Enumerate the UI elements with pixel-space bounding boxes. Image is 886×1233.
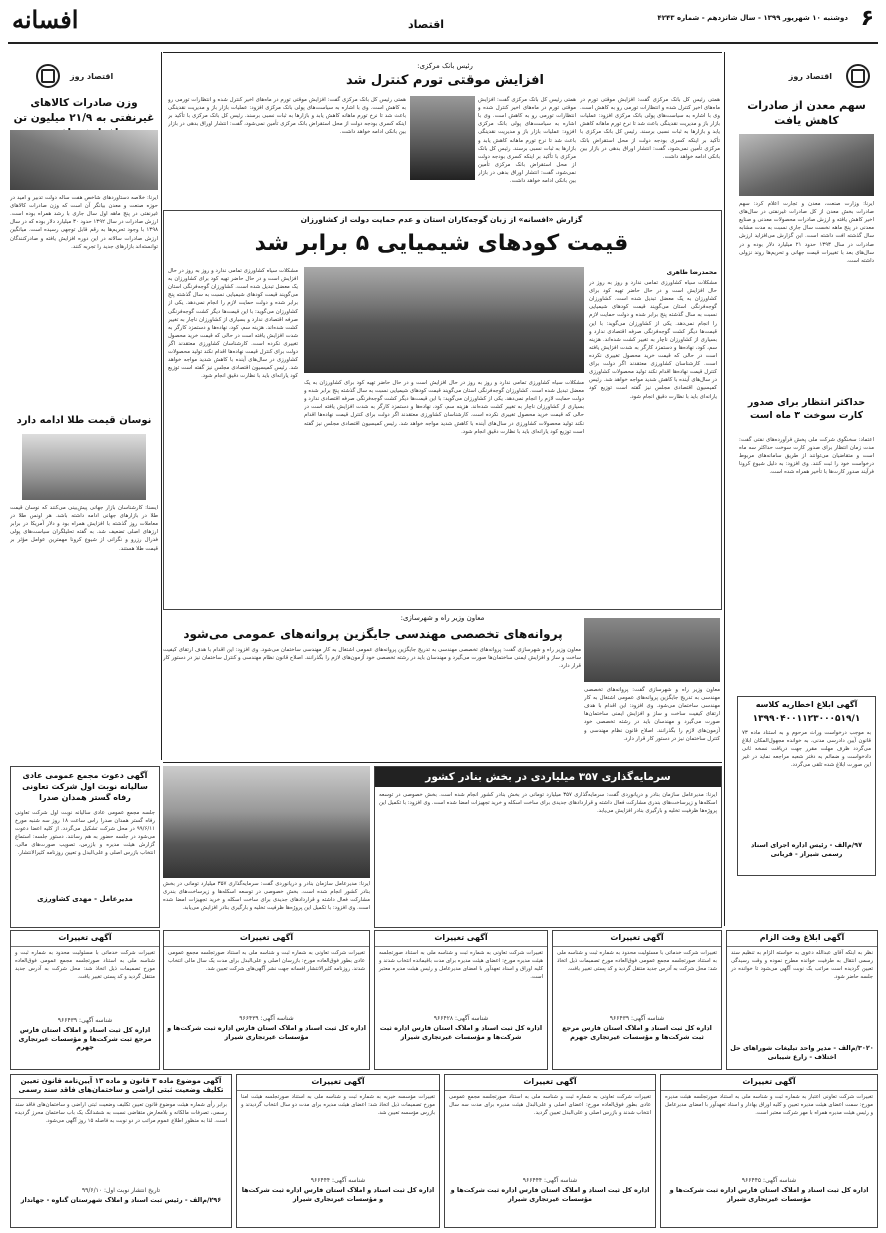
ad-title: آگهی تغییرات <box>661 1075 877 1091</box>
ad-row1-2 <box>374 930 548 1070</box>
ad-number: تاریخ انتشار نوبت اول: ۹۹/۶/۱۰ <box>81 1186 161 1194</box>
left-section-logo-icon <box>36 64 60 88</box>
ad-footer: اداره کل ثبت اسناد و املاک استان فارس اداره ثبت شرکت‌ها و مؤسسات غیرتجاری شیراز <box>241 1185 435 1203</box>
eng-body: معاون وزیر راه و شهرسازی گفت: پروانه‌های تخصصی مهندسی به تدریج جایگزین پروانه‌های عمومی اشتغال به کار مهندسی ساختمان می‌شود. وی افزود: این اقدام با هدف ارتقای کیفیت ساخت و ساز و افزایش ایمنی ساختمان‌ها صورت می‌گیرد و مهندسان باید در رشته تخصصی خود آزمون‌های لازم را بگذرانند. اصلاح قانون نظام مهندسی و کنترل ساختمان نیز در دستور کار قرار دارد. <box>163 647 581 670</box>
ad-number: شناسه آگهی: ۹۶۶۴۳۹ <box>57 1016 113 1024</box>
ad-row2-1 <box>10 1074 232 1228</box>
assembly-notice <box>10 766 160 928</box>
assembly-headline: آگهی دعوت مجمع عمومی عادی سالیانه نوبت اول شرکت تعاونی رفاه گستر همدان صدرا <box>22 771 148 803</box>
ad-body: برابر رأی شماره هیئت موضوع قانون تعیین تکلیف وضعیت ثبتی اراضی و ساختمان‌های فاقد سند رسمی، تصرفات مالکانه و بلامعارض متقاضی نسبت به ششدانگ یک باب ساختمان محرز گردیده است. لذا به منظور اطلاع عموم مراتب در دو نوبت به فاصله ۱۵ روز آگهی می‌شود. <box>15 1101 227 1124</box>
ad-title: آگهی تغییرات <box>553 931 721 947</box>
ad-row1-1 <box>552 930 722 1070</box>
port-body: ایرنا: مدیرعامل سازمان بنادر و دریانوردی گفت: سرمایه‌گذاری ۳۵۷ میلیارد تومانی در بخش بنادر کشور انجام شده است. بخش خصوصی در توسعه اسکله‌ها و زیرساخت‌های بندری مشارکت فعال داشته و قراردادهای جدیدی برای ساخت اسکله و خرید تجهیزات امضا شده است. وی افزود: با تکمیل این پروژه‌ها ظرفیت تخلیه و بارگیری بنادر افزایش می‌یابد. <box>379 792 717 815</box>
top-center-rule <box>163 52 722 53</box>
ad-number: شناسه آگهی: ۹۶۶۴۴۴ <box>310 1176 366 1184</box>
main-body-left: مشکلات سیاه کشاورزی تمامی ندارد و روز به روز در حال افزایش است و در حال حاضر تهیه کود برای کشاورزان به یک معضل تبدیل شده است. کشاورزان گوجه‌فرنگی استان می‌گویند قیمت کودهای شیمیایی نسبت به سال گذشته پنج برابر شده و دولت حمایت لازم را انجام نمی‌دهد. یکی از کشاورزان می‌گوید: با این قیمت‌ها دیگر کشت گوجه‌فرنگی صرفه اقتصادی ندارد و بسیاری از کشاورزان ناچار به تغییر کشت شده‌اند. هزینه سم، کود، نهاده‌ها و دستمزد کارگر به شدت افزایش یافته است در حالی که قیمت خرید محصول تغییری نکرده است. کارشناسان کشاورزی معتقدند اگر دولت برای کنترل قیمت نهاده‌ها اقدام نکند تولید محصولات کشاورزی در سال‌های آینده با کاهش شدید مواجه خواهد شد. رئیس کمیسیون اقتصادی مجلس نیز گفته است توزیع کود یارانه‌ای باید با نظارت دقیق انجام شود. <box>168 268 298 380</box>
eng-body-2: معاون وزیر راه و شهرسازی گفت: پروانه‌های تخصصی مهندسی به تدریج جایگزین پروانه‌های عمومی اشتغال به کار مهندسی ساختمان می‌شود. وی افزود: این اقدام با هدف ارتقای کیفیت ساخت و ساز و افزایش ایمنی ساختمان‌ها صورت می‌گیرد و مهندسان باید در رشته تخصصی خود آزمون‌های لازم را بگذرانند. اصلاح قانون نظام مهندسی و کنترل ساختمان نیز در دستور کار قرار دارد. <box>584 687 720 742</box>
ad-number: شناسه آگهی: ۹۶۶۴۲۸ <box>433 1014 489 1022</box>
ad-body: تغییرات شرکت خدماتی با مسئولیت محدود به شماره ثبت و شناسه ملی به استناد صورتجلسه مجمع عمومی فوق‌العاده مورخ تصمیمات ذیل اتخاذ شد: محل شرکت به آدرس جدید منتقل گردید و کد پستی تغییر یافت. <box>557 949 717 972</box>
official-photo <box>584 618 720 682</box>
ad-verdict-sign: ۳۰۲۰/م‌الف - مدیر واحد تبلیغات شوراهای حل اختلاف - زارع شیبانی <box>730 1043 874 1061</box>
cb-kicker: رئیس بانک مرکزی: <box>417 62 473 70</box>
ad-number: شناسه آگهی: ۹۶۶۴۳۹ <box>239 1014 294 1022</box>
ad-title: آگهی تغییرات <box>375 931 547 947</box>
main-body-right: مشکلات سیاه کشاورزی تمامی ندارد و روز به روز در حال افزایش است و در حال حاضر تهیه کود برای کشاورزان به یک معضل تبدیل شده است. کشاورزان گوجه‌فرنگی استان می‌گویند قیمت کودهای شیمیایی نسبت به سال گذشته پنج برابر شده و دولت حمایت لازم را انجام نمی‌دهد. یکی از کشاورزان می‌گوید: با این قیمت‌ها دیگر کشت گوجه‌فرنگی صرفه اقتصادی ندارد و بسیاری از کشاورزان ناچار به تغییر کشت شده‌اند. هزینه سم، کود، نهاده‌ها و دستمزد کارگر به شدت افزایش یافته است در حالی که قیمت خرید محصول تغییری نکرده است. کارشناسان کشاورزی معتقدند اگر دولت برای کنترل قیمت نهاده‌ها اقدام نکند تولید محصولات کشاورزی در سال‌های آینده با کاهش شدید مواجه خواهد شد. رئیس کمیسیون اقتصادی مجلس نیز گفته است توزیع کود یارانه‌ای باید با نظارت دقیق انجام شود. <box>589 280 717 400</box>
masthead <box>8 4 878 42</box>
governor-photo <box>410 96 475 180</box>
port-caption: ایرنا: مدیرعامل سازمان بنادر و دریانوردی گفت: سرمایه‌گذاری ۳۵۷ میلیارد تومانی در بخش بنادر کشور انجام شده است. بخش خصوصی در توسعه اسکله‌ها و زیرساخت‌های بندری مشارکت فعال داشته و قراردادهای جدیدی برای ساخت اسکله و خرید تجهیزات امضا شده است. وی افزود: با تکمیل این پروژه‌ها ظرفیت تخلیه و بارگیری بنادر افزایش می‌یابد. <box>163 881 370 912</box>
ad-title: آگهی تغییرات <box>445 1075 655 1091</box>
ad-title: آگهی تغییرات <box>11 931 159 947</box>
left-headline: وزن صادرات کالاهای غیرنفتی به ۲۱/۹ میلیون تن <box>13 97 155 125</box>
cb-body-left: همتی رئیس کل بانک مرکزی گفت: افزایش موقتی تورم در ماه‌های اخیر کنترل شده و انتظارات تورمی رو به کاهش است. وی با اشاره به سیاست‌های پولی بانک مرکزی افزود: عملیات بازار باز و مدیریت نقدینگی باعث شد تا نرخ تورم ماهانه کاهش یابد و بازارها به ثبات نسبی برسند. رئیس کل بانک مرکزی با تأکید بر اینکه کسری بودجه دولت از محل استقراض بانک مرکزی تأمین نمی‌شود، گفت: انتشار اوراق بدهی در بازار بین بانکی ادامه خواهد داشت. <box>168 97 406 136</box>
notice-signature: ۹۷/م‌الف - رئیس اداره اجرای اسناد رسمی شیراز - قربانی <box>750 840 863 858</box>
notice-body: به موجب درخواست وراث مرحوم و به استناد ماده ۷۳ قانون آیین دادرسی مدنی، به خوانده مجهول‌المکان ابلاغ می‌گردد ظرف مهلت مقرر جهت دریافت نسخه ثانی دادخواست و ضمائم به دفتر شعبه مراجعه نماید در غیر این صورت ابلاغ شده تلقی می‌گردد. <box>742 729 871 769</box>
ad-row2-2 <box>236 1074 440 1228</box>
tomato-field-photo <box>304 267 584 373</box>
page-number: ۶ <box>860 6 874 31</box>
ad-row2-4 <box>660 1074 878 1228</box>
main-kicker: گزارش «افسانه» از زبان گوجه‌کاران استان و عدم حمایت دولت از کشاورزان <box>300 215 583 224</box>
main-byline: محمدرضا طاهری <box>666 269 717 276</box>
ad-number: شناسه آگهی: ۹۶۶۴۴۴ <box>522 1176 578 1184</box>
ad-footer: اداره کل ثبت اسناد و املاک استان فارس اداره ثبت شرکت‌ها و مؤسسات غیرتجاری شیراز <box>167 1023 366 1041</box>
trucks-photo <box>10 130 158 190</box>
ad-footer: اداره کل ثبت اسناد و املاک استان فارس مرجع ثبت شرکت‌ها و مؤسسات غیرتجاری جهرم <box>562 1023 712 1041</box>
ad-body: تغییرات شرکت خدماتی با مسئولیت محدود به شماره ثبت و شناسه ملی به استناد صورتجلسه مجمع عمومی فوق‌العاده مورخ تصمیمات ذیل اتخاذ شد: محل شرکت به آدرس جدید منتقل گردید و کد پستی تغییر یافت. <box>15 949 155 980</box>
right-notice <box>737 696 876 876</box>
right-subhead: حداکثر انتظار برای صدور کارت سوخت ۳ ماه است <box>747 397 866 422</box>
ad-title: آگهی تغییرات <box>164 931 369 947</box>
assembly-sign: مدیرعامل - مهدی کشاورزی <box>37 894 133 903</box>
ad-row1-3 <box>163 930 370 1070</box>
right-body-2: اعتماد: سخنگوی شرکت ملی پخش فرآورده‌های نفتی گفت: مدت زمان انتظار برای صدور کارت سوخت حداکثر سه ماه است و متقاضیان می‌توانند از طریق سامانه‌های مربوط درخواست خود را ثبت کنند. وی افزود: به دلیل شیوع کرونا فرآیند صدور کارت‌ها با تأخیر همراه شده است. <box>739 437 874 476</box>
ad-verdict <box>726 930 878 1070</box>
mining-photo <box>739 134 874 196</box>
ad-number: شناسه آگهی: ۹۶۶۴۴۵ <box>741 1176 797 1184</box>
section-title: اقتصاد <box>408 18 445 31</box>
ad-footer: ۲۹۶/م‌الف - رئیس ثبت اسناد و املاک شهرستان گناوه - جهانداز <box>20 1195 222 1204</box>
ad-number: شناسه آگهی: ۹۶۶۴۳۹ <box>609 1014 665 1022</box>
date-line: دوشنبه ۱۰ شهریور ۱۳۹۹ - سال شانزدهم - شماره ۴۲۴۳ <box>657 14 848 22</box>
ad-footer: اداره کل ثبت اسناد و املاک استان فارس مرجع ثبت شرکت‌ها و مؤسسات غیرتجاری جهرم <box>18 1025 152 1052</box>
port-story <box>374 766 722 928</box>
ad-verdict-body: نظر به اینکه آقای عبدالله دعوی به خواسته الزام به تنظیم سند رسمی انتقال به طرفیت خوانده مطرح نموده و وقت رسیدگی تعیین گردیده است مراتب یک نوبت آگهی می‌شود تا خوانده در جلسه حاضر شود. <box>731 949 873 980</box>
ad-footer: اداره کل ثبت اسناد و املاک استان فارس اداره ثبت شرکت‌ها و مؤسسات غیرتجاری شیراز <box>450 1185 650 1203</box>
main-body-bottom: مشکلات سیاه کشاورزی تمامی ندارد و روز به روز در حال افزایش است و در حال حاضر تهیه کود برای کشاورزان به یک معضل تبدیل شده است. کشاورزان گوجه‌فرنگی استان می‌گویند قیمت کودهای شیمیایی نسبت به سال گذشته پنج برابر شده و دولت حمایت لازم را انجام نمی‌دهد. یکی از کشاورزان می‌گوید: با این قیمت‌ها دیگر کشت گوجه‌فرنگی صرفه اقتصادی ندارد و بسیاری از کشاورزان ناچار به تغییر کشت شده‌اند. هزینه سم، کود، نهاده‌ها و دستمزد کارگر به شدت افزایش یافته است در حالی که قیمت خرید محصول تغییری نکرده است. کارشناسان کشاورزی معتقدند اگر دولت برای کنترل قیمت نهاده‌ها اقدام نکند تولید محصولات کشاورزی در سال‌های آینده با کاهش شدید مواجه خواهد شد. رئیس کمیسیون اقتصادی مجلس نیز گفته است توزیع کود یارانه‌ای باید با نظارت دقیق انجام شود. <box>304 380 584 435</box>
ad-verdict-title: آگهی ابلاغ وقت الزام <box>727 931 877 947</box>
ad-row1-left <box>10 930 160 1070</box>
port-photo <box>163 766 370 878</box>
assembly-body: جلسه مجمع عمومی عادی سالیانه نوبت اول شرکت تعاونی رفاه گستر همدان صدرا راس ساعت ۱۸ روز سه شنبه مورخ ۹۹/۶/۱۱ در محل شرکت تشکیل می‌گردد. از کلیه اعضا دعوت می‌شود در جلسه حضور به هم رسانند. دستور جلسه: استماع گزارش هیئت مدیره و بازرس، تصویب صورت‌های مالی، انتخاب بازرس اصلی و علی‌البدل و تعیین روزنامه کثیرالانتشار. <box>15 809 155 857</box>
ad-title: آگهی موضوع ماده ۳ قانون و ماده ۱۳ آیین‌نامه قانون تعیین تکلیف وضعیت ثبتی اراضی و ساختمان‌های فاقد سند رسمی <box>11 1075 231 1099</box>
left-body: ایرنا: خلاصه دستاوردهای شاخص هفت ساله دولت تدبیر و امید در حوزه صنعت و معدن بیانگر آن است که وزن صادرات کالاهای غیرنفتی در پنج ماهه اول سال جاری با رشد همراه بوده است. ارزش صادرات در سال ۱۳۹۲ حدود ۳۰ میلیارد دلار بوده که در سال ۱۳۹۸ با وجود تحریم‌ها به رقم قابل توجهی رسیده است. میانگین ارزش صادرات سالانه در این دوره افزایش یافته و صادرکنندگان توانسته‌اند بازارهای جدید را تجربه کنند. <box>10 195 158 250</box>
port-headline: سرمایه‌گذاری ۳۵۷ میلیاردی در بخش بنادر کشور <box>375 767 721 787</box>
ad-row2-3 <box>444 1074 656 1228</box>
left-body-2: ایسنا: کارشناسان بازار جهانی پیش‌بینی می‌کنند که نوسان قیمت طلا در بازارهای جهانی ادامه داشته باشد. هر اونس طلا در معاملات روز گذشته با افزایش همراه بود و دلار آمریکا در برابر ارزهای اصلی تضعیف شد. به گفته تحلیلگران سیاست‌های پولی فدرال رزرو و نگرانی از شیوع کرونا مهمترین عوامل مؤثر بر قیمت طلا هستند. <box>10 505 158 552</box>
mid-rule <box>163 762 722 763</box>
ad-footer: اداره کل ثبت اسناد و املاک استان فارس اداره ثبت شرکت‌ها و مؤسسات غیرتجاری شیراز <box>669 1185 869 1203</box>
ad-body: تغییرات شرکت تعاونی به شماره ثبت و شناسه ملی به استناد صورتجلسه مجمع عمومی عادی بطور فوق‌العاده مورخ: اعضای اصلی و علی‌البدل هیئت مدیره برای مدت سه سال انتخاب شدند و بازرس اصلی و علی‌البدل تعیین گردید. <box>449 1093 651 1116</box>
cb-body-right: همتی رئیس کل بانک مرکزی گفت: افزایش موقتی تورم در ماه‌های اخیر کنترل شده و انتظارات تورمی رو به کاهش است. وی با اشاره به سیاست‌های پولی بانک مرکزی افزود: عملیات بازار باز و مدیریت نقدینگی باعث شد تا نرخ تورم ماهانه کاهش یابد و بازارها به ثبات نسبی برسند. رئیس کل بانک مرکزی با تأکید بر اینکه کسری بودجه دولت از محل استقراض بانک مرکزی تأمین نمی‌شود، گفت: انتشار اوراق بدهی در بازار بین بانکی ادامه خواهد داشت. <box>580 97 720 160</box>
gold-photo <box>22 434 146 500</box>
ad-body: تغییرات شرکت تعاونی به شماره ثبت و شناسه ملی به استناد صورتجلسه هیئت مدیره مورخ: اعضای هیئت مدیره برای مدت باقیمانده انتخاب شدند و کلیه اوراق و اسناد تعهدآور با امضای مدیرعامل و رئیس هیئت مدیره معتبر است. <box>379 949 543 980</box>
cb-body-mid: همتی رئیس کل بانک مرکزی گفت: افزایش موقتی تورم در ماه‌های اخیر کنترل شده و انتظارات تورمی رو به کاهش است. وی با اشاره به سیاست‌های پولی بانک مرکزی افزود: عملیات بازار باز و مدیریت نقدینگی باعث شد تا نرخ تورم ماهانه کاهش یابد و بازارها به ثبات نسبی برسند. رئیس کل بانک مرکزی با تأکید بر اینکه کسری بودجه دولت از محل استقراض بانک مرکزی تأمین نمی‌شود، گفت: انتشار اوراق بدهی در بازار بین بانکی ادامه خواهد داشت. <box>478 97 576 185</box>
right-headline: سهم معدن از صادرات کاهش یافت <box>747 99 866 128</box>
main-headline: قیمت کودهای شیمیایی ۵ برابر شد <box>254 231 629 256</box>
eng-headline: پروانه‌های تخصصی مهندسی جایگزین پروانه‌های عمومی می‌شود <box>183 627 563 641</box>
ad-body: تغییرات مؤسسه خیریه به شماره ثبت و شناسه ملی به استناد صورتجلسه هیئت امنا مورخ تصمیمات ذیل اتخاذ شد: اعضای هیئت مدیره برای مدت دو سال انتخاب گردیدند و بازرس مؤسسه تعیین شد. <box>241 1093 435 1116</box>
left-section-tag: اقتصاد روز <box>70 72 114 81</box>
ad-body: تغییرات شرکت تعاونی به شماره ثبت و شناسه ملی به استناد صورتجلسه مجمع عمومی عادی بطور فوق‌العاده مورخ: بازرسان اصلی و علی‌البدل برای مدت یک سال مالی انتخاب شدند. روزنامه کثیرالانتشار افسانه جهت نشر آگهی‌های شرکت تعیین شد. <box>168 949 365 972</box>
ad-title: آگهی تغییرات <box>237 1075 439 1091</box>
left-subhead: نوسان قیمت طلا ادامه دارد <box>16 415 152 426</box>
masthead-rule <box>8 42 878 44</box>
ad-body: تغییرات شرکت تعاونی اعتبار به شماره ثبت و شناسه ملی به استناد صورتجلسه هیئت مدیره مورخ: سمت اعضای هیئت مدیره تعیین و کلیه اوراق بهادار و اسناد تعهدآور با امضای مدیرعامل و رئیس هیئت مدیره همراه با مهر شرکت معتبر است. <box>665 1093 873 1116</box>
eng-kicker: معاون وزیر راه و شهرسازی: <box>400 614 485 622</box>
column-rule-left <box>161 52 162 760</box>
right-section-tag: اقتصاد روز <box>788 72 832 81</box>
right-body: ایرنا: وزارت صنعت، معدن و تجارت اعلام کرد: سهم صادرات بخش معدن از کل صادرات غیرنفتی در سال‌های اخیر کاهش یافته و ارزش صادرات محصولات معدنی و صنایع معدنی در پنج ماهه نخست سال جاری نسبت به مدت مشابه سال گذشته افت داشته است. این گزارش می‌افزاید ارزش صادرات در سال ۱۳۹۳ حدود ۲۱ میلیارد دلار بوده و در سال‌های بعد با تغییرات قیمت جهانی و تحریم‌ها روند نزولی داشته است. <box>739 201 874 264</box>
column-rule-right <box>724 52 725 926</box>
newspaper-logo: افسانه <box>12 5 79 34</box>
ad-footer: اداره کل ثبت اسناد و املاک استان فارس اداره ثبت شرکت‌ها و مؤسسات غیرتجاری شیراز <box>379 1023 543 1041</box>
section-logo-icon <box>846 64 870 88</box>
main-story <box>163 210 722 610</box>
notice-number: ۱۳۹۹۰۴۰۰۱۱۲۳۰۰۰۵۱۹/۱ <box>752 713 861 724</box>
notice-title: آگهی ابلاغ اخطاریه کلاسه <box>755 700 858 709</box>
cb-headline: افزایش موقتی تورم کنترل شد <box>346 73 544 88</box>
